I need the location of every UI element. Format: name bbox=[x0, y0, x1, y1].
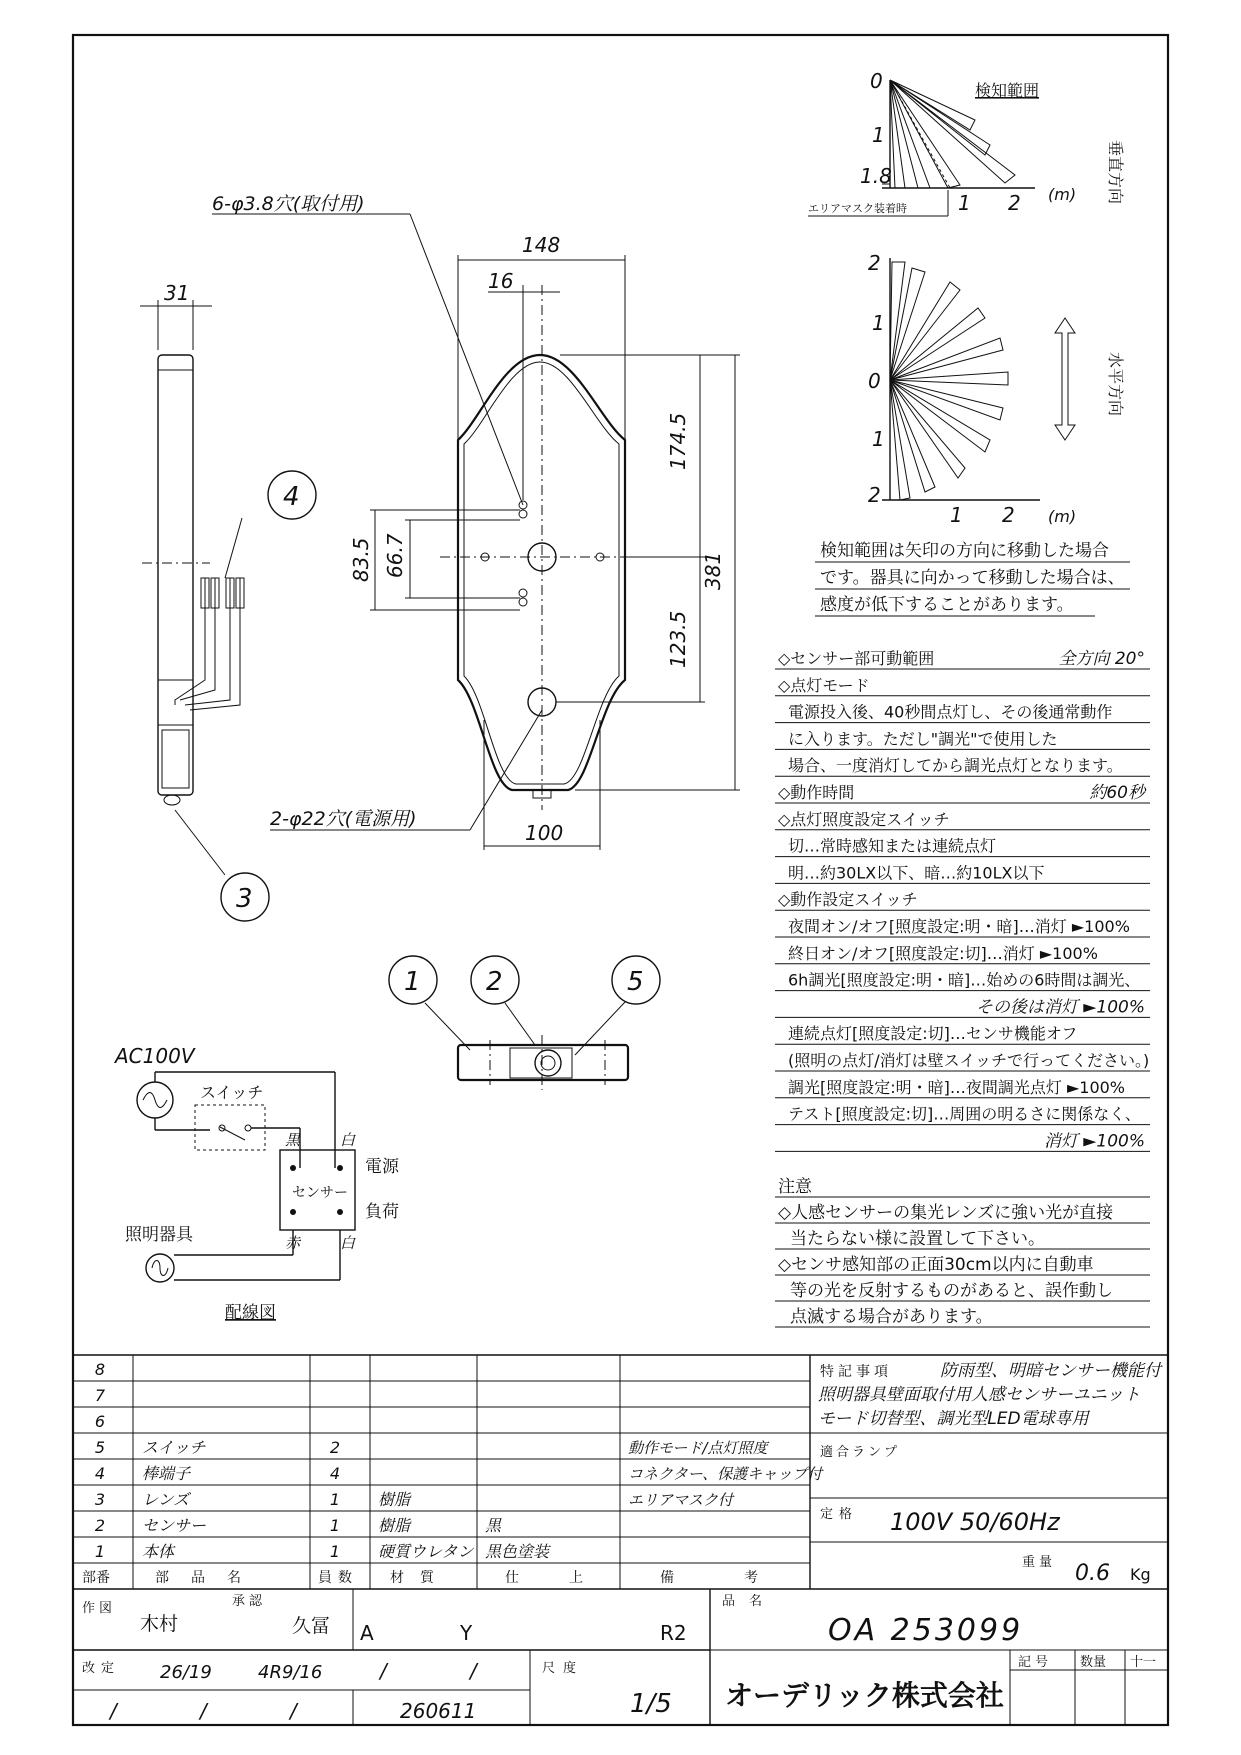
spec-line: 電源投入後、40秒間点灯し、その後通常動作 bbox=[788, 702, 1113, 722]
approver-name: 久冨 bbox=[292, 1615, 331, 1637]
spec-value: 全方向 20° bbox=[1058, 649, 1145, 669]
rating-value: 100V 50/60Hz bbox=[890, 1508, 1060, 1536]
vertical-detection-chart bbox=[808, 69, 1125, 216]
rev-2: 4R9/16 bbox=[258, 1662, 323, 1683]
spec-value: 約60秒 bbox=[1089, 783, 1145, 803]
red-wire: 赤 bbox=[285, 1234, 301, 1252]
parts-cell-finish: 黒色塗装 bbox=[485, 1542, 550, 1561]
spec-line: ◇動作時間 bbox=[778, 783, 855, 802]
title-block bbox=[810, 1361, 1168, 1586]
parts-cell-qty: 2 bbox=[329, 1438, 341, 1457]
hdr-qty: 員数 bbox=[318, 1570, 358, 1586]
dim-381: 381 bbox=[701, 551, 725, 590]
h-tick-1a: 1 bbox=[872, 311, 885, 335]
parts-cell-no: 6 bbox=[94, 1412, 106, 1431]
h-x-tick-1: 1 bbox=[950, 503, 963, 527]
weight-value: 0.6 bbox=[1075, 1561, 1110, 1586]
grade-y: Y bbox=[460, 1621, 473, 1645]
dim-31: 31 bbox=[164, 281, 190, 305]
spec-line: ◇点灯照度設定スイッチ bbox=[778, 809, 950, 829]
spec-line: ◇点灯モード bbox=[778, 675, 870, 695]
dim-1745: 174.5 bbox=[666, 412, 690, 470]
caution-line-4: 等の光を反射するものがあると、誤作動し bbox=[790, 1281, 1113, 1301]
parts-cell-no: 2 bbox=[94, 1516, 106, 1535]
detect-note-1: 検知範囲は矢印の方向に移動した場合 bbox=[820, 541, 1109, 561]
v-unit: (m) bbox=[1048, 185, 1077, 204]
v-x-tick-2: 2 bbox=[1008, 191, 1021, 215]
hdr-no: 部番 bbox=[82, 1570, 110, 1586]
spec-line: (照明の点灯/消灯は壁スイッチで行ってください。) bbox=[788, 1051, 1150, 1070]
hole-note-power: 2-φ22穴(電源用) bbox=[270, 808, 417, 830]
spec-line: 終日オン/オフ[照度設定:切]…消灯 ►100% bbox=[788, 943, 1098, 963]
parts-cell-no: 8 bbox=[94, 1360, 106, 1379]
special-3: モード切替型、調光型LED電球専用 bbox=[818, 1409, 1089, 1429]
caution-line-1: ◇人感センサーの集光レンズに強い光が直接 bbox=[778, 1203, 1114, 1223]
spec-line: 切…常時感知または連続点灯 bbox=[788, 836, 997, 856]
dim-100: 100 bbox=[525, 821, 564, 845]
parts-cell-no: 4 bbox=[94, 1464, 106, 1483]
callouts bbox=[221, 471, 660, 1055]
hole-note-mount: 6-φ3.8穴(取付用) bbox=[212, 193, 365, 215]
callout-2: 2 bbox=[486, 967, 503, 997]
hdr-mat: 材質 bbox=[390, 1570, 450, 1586]
parts-cell-no: 5 bbox=[94, 1438, 106, 1457]
parts-cell-mat: 硬質ウレタン bbox=[378, 1542, 474, 1561]
parts-cell-finish: 黒 bbox=[485, 1516, 502, 1535]
parts-cell-name: レンズ bbox=[142, 1490, 190, 1509]
detect-note-3: 感度が低下することがあります。 bbox=[820, 595, 1074, 615]
parts-cell-qty: 4 bbox=[329, 1464, 341, 1483]
scale-label: 尺度 bbox=[542, 1661, 585, 1676]
horizontal-direction-label: 水平方向 bbox=[1106, 352, 1125, 417]
v-tick-18: 1.8 bbox=[860, 164, 892, 188]
doc-number: 260611 bbox=[400, 1699, 477, 1723]
spec-line: ◇動作設定スイッチ bbox=[778, 890, 918, 910]
hdr-finish: 仕上 bbox=[505, 1570, 633, 1586]
parts-cell-qty: 1 bbox=[329, 1490, 341, 1509]
caution-block bbox=[775, 1177, 1150, 1327]
spec-value: その後は消灯 ►100% bbox=[975, 997, 1145, 1018]
dim-1235: 123.5 bbox=[666, 610, 690, 668]
dim-148: 148 bbox=[522, 233, 561, 257]
title-block-bottom bbox=[73, 1589, 1168, 1725]
white-wire-2: 白 bbox=[340, 1234, 356, 1252]
plus-minus: 十一 bbox=[1130, 1655, 1157, 1670]
double-arrow-icon bbox=[1055, 318, 1075, 440]
v-x-tick-1: 1 bbox=[958, 191, 971, 215]
spec-line: 明…約30LX以下、暗…約10LX以下 bbox=[788, 863, 1045, 883]
h-unit: (m) bbox=[1048, 507, 1077, 526]
rev-slash-4: / bbox=[200, 1699, 207, 1723]
callout-1: 1 bbox=[404, 967, 421, 997]
spec-line: ◇センサー部可動範囲 bbox=[778, 649, 935, 668]
rating-label: 定格 bbox=[820, 1507, 859, 1522]
area-mask-label: エリアマスク装着時 bbox=[808, 202, 907, 215]
load-label: 負荷 bbox=[365, 1202, 399, 1222]
approve-label: 承認 bbox=[232, 1594, 267, 1609]
dim-667: 66.7 bbox=[383, 533, 407, 578]
weight-label: 重量 bbox=[1022, 1555, 1057, 1570]
drawer-name: 木村 bbox=[140, 1613, 179, 1635]
spec-list bbox=[775, 649, 1150, 1151]
parts-cell-note: 動作モード/点灯照度 bbox=[628, 1439, 768, 1457]
switch-label: スイッチ bbox=[200, 1083, 264, 1102]
parts-cell-note: エリアマスク付 bbox=[628, 1491, 734, 1509]
parts-cell-name: 本体 bbox=[142, 1542, 175, 1561]
lamp-label-tb: 適合ランプ bbox=[820, 1445, 901, 1460]
caution-line-5: 点滅する場合があります。 bbox=[790, 1307, 993, 1327]
callout-5: 5 bbox=[627, 967, 644, 997]
parts-cell-name: スイッチ bbox=[142, 1438, 206, 1457]
power-label: 電源 bbox=[365, 1157, 399, 1177]
parts-cell-no: 7 bbox=[94, 1386, 106, 1405]
name-label: 品名 bbox=[722, 1594, 777, 1609]
v-tick-1: 1 bbox=[872, 123, 885, 147]
caution-line-2: 当たらない様に設置して下さい。 bbox=[790, 1229, 1045, 1249]
h-tick-2a: 2 bbox=[868, 251, 881, 275]
rev-slash-3: / bbox=[110, 1699, 117, 1723]
spec-value: 消灯 ►100% bbox=[1043, 1131, 1145, 1152]
revision-r: R2 bbox=[660, 1621, 687, 1645]
hdr-note: 備考 bbox=[660, 1570, 828, 1586]
parts-cell-name: 棒端子 bbox=[142, 1464, 191, 1483]
spec-line: テスト[照度設定:切]…周囲の明るさに関係なく、 bbox=[788, 1104, 1141, 1124]
rev-slash-5: / bbox=[290, 1699, 297, 1723]
draw-label: 作図 bbox=[82, 1601, 117, 1616]
grade-a: A bbox=[360, 1621, 374, 1645]
black-wire: 黒 bbox=[285, 1131, 301, 1149]
detect-title: 検知範囲 bbox=[975, 81, 1040, 100]
scale-value: 1/5 bbox=[630, 1689, 672, 1719]
side-view bbox=[140, 281, 244, 875]
spec-line: 連続点灯[照度設定:切]…センサ機能オフ bbox=[788, 1024, 1078, 1044]
parts-cell-qty: 1 bbox=[329, 1542, 341, 1561]
h-x-tick-2: 2 bbox=[1002, 503, 1015, 527]
vertical-direction-label: 垂直方向 bbox=[1106, 140, 1125, 205]
spec-line: 6h調光[照度設定:明・暗]…始めの6時間は調光、 bbox=[788, 970, 1141, 990]
wiring-diagram bbox=[113, 1044, 400, 1323]
parts-cell-note: コネクター、保護キャップ付 bbox=[628, 1465, 823, 1483]
lamp-label: 照明器具 bbox=[125, 1225, 193, 1245]
spec-line: 調光[照度設定:明・暗]…夜間調光点灯 ►100% bbox=[788, 1077, 1126, 1097]
dim-835: 83.5 bbox=[349, 537, 373, 582]
special-2: 照明器具壁面取付用人感センサーユニット bbox=[818, 1385, 1141, 1405]
spec-line: 場合、一度消灯してから調光点灯となります。 bbox=[788, 756, 1123, 776]
special-1: 防雨型、明暗センサー機能付 bbox=[940, 1361, 1161, 1381]
hdr-name: 部品名 bbox=[155, 1570, 263, 1586]
weight-unit: Kg bbox=[1130, 1565, 1151, 1584]
parts-cell-no: 1 bbox=[94, 1542, 106, 1561]
callout-4: 4 bbox=[283, 482, 300, 512]
spec-line: 夜間オン/オフ[照度設定:明・暗]…消灯 ►100% bbox=[788, 917, 1130, 936]
dim-16: 16 bbox=[488, 269, 514, 293]
front-view bbox=[212, 193, 740, 850]
parts-cell-mat: 樹脂 bbox=[378, 1516, 411, 1535]
product-code: OA 253099 bbox=[828, 1613, 1024, 1648]
company-name: オーデリック株式会社 bbox=[725, 1679, 1004, 1712]
sym-label: 記号 bbox=[1018, 1655, 1053, 1670]
white-wire-1: 白 bbox=[340, 1131, 356, 1149]
rev-label: 改定 bbox=[82, 1661, 121, 1676]
h-tick-1b: 1 bbox=[872, 427, 885, 451]
sensor-label: センサー bbox=[292, 1185, 348, 1201]
parts-cell-mat: 樹脂 bbox=[378, 1490, 411, 1509]
spec-line: に入ります。ただし"調光"で使用した bbox=[788, 729, 1058, 749]
parts-cell-no: 3 bbox=[94, 1490, 106, 1509]
parts-cell-qty: 1 bbox=[329, 1516, 341, 1535]
detect-note-2: です。器具に向かって移動した場合は、 bbox=[820, 568, 1125, 588]
v-tick-0: 0 bbox=[870, 69, 883, 93]
horizontal-detection-chart bbox=[815, 251, 1130, 616]
wiring-caption: 配線図 bbox=[225, 1303, 276, 1323]
callout-3: 3 bbox=[236, 884, 253, 914]
special-label: 特記事項 bbox=[820, 1364, 892, 1380]
parts-cell-name: センサー bbox=[142, 1516, 207, 1535]
caution-line-3: ◇センサ感知部の正面30cm以内に自動車 bbox=[778, 1255, 1094, 1275]
rev-slash-2: / bbox=[470, 1659, 477, 1683]
h-tick-0: 0 bbox=[868, 369, 881, 393]
caution-title: 注意 bbox=[778, 1177, 812, 1197]
ac100v-label: AC100V bbox=[115, 1044, 195, 1068]
h-tick-2b: 2 bbox=[868, 483, 881, 507]
qty-label: 数量 bbox=[1080, 1655, 1107, 1670]
rev-1: 26/19 bbox=[160, 1662, 212, 1683]
bottom-view bbox=[458, 1035, 628, 1090]
rev-slash-1: / bbox=[380, 1659, 387, 1683]
